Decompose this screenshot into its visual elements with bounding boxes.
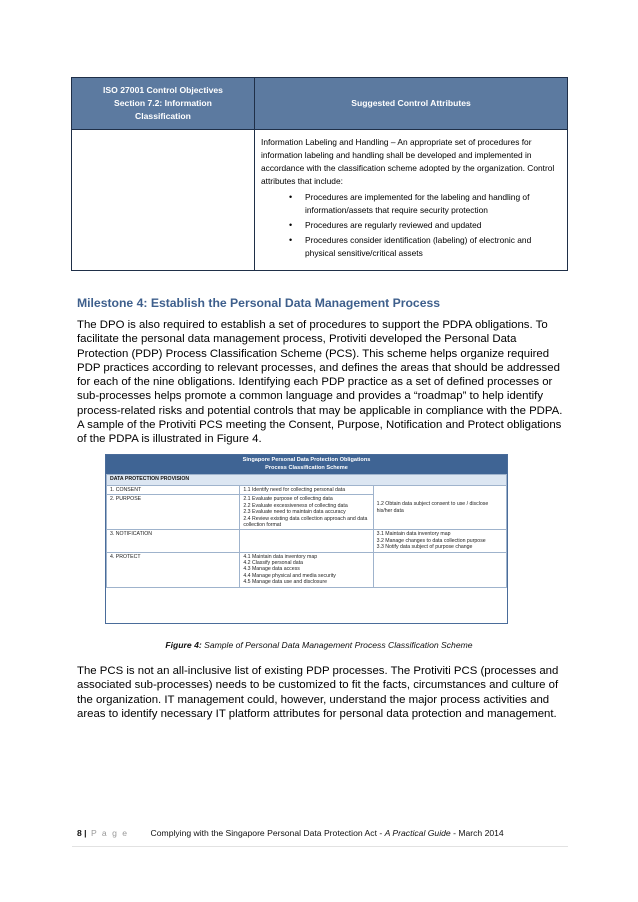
page-number: 8 bbox=[77, 828, 82, 838]
obligation-cell: 1. CONSENT bbox=[107, 486, 240, 495]
attributes-intro: Information Labeling and Handling – An appropriate set of procedures for information labeling and handling shall be developed and implemented in accordance with the classification scheme adopted by the organization. Control attributes that include: bbox=[261, 137, 555, 186]
obligation-cell: 3. NOTIFICATION bbox=[107, 530, 240, 552]
header-line: Section 7.2: Information bbox=[114, 98, 212, 108]
provision-row bbox=[107, 475, 507, 486]
linked-process-cell: 1.2 Obtain data subject consent to use / disclose his/her data bbox=[373, 486, 506, 530]
process-item: 4.1 Maintain data inventory map bbox=[243, 553, 318, 560]
table-row bbox=[107, 530, 507, 552]
process-item: 4.5 Manage data use and disclosure bbox=[243, 579, 327, 586]
attributes-cell bbox=[255, 130, 568, 271]
process-item: 4.2 Classify personal data bbox=[243, 560, 304, 567]
linked-process-cell bbox=[373, 530, 506, 552]
page-footer bbox=[77, 828, 504, 838]
objectives-cell bbox=[72, 130, 255, 271]
table-header-row bbox=[72, 78, 568, 130]
process-item: 4.4 Manage physical and media security bbox=[243, 572, 336, 579]
process-cell bbox=[240, 486, 373, 495]
process-cell bbox=[240, 552, 373, 587]
process-item: 2.1 Evaluate purpose of collecting data bbox=[243, 496, 333, 503]
iso-control-table bbox=[71, 77, 568, 271]
figure-subtitle: Process Classification Scheme bbox=[265, 464, 348, 471]
footer-divider bbox=[72, 846, 568, 847]
pcs-table bbox=[106, 474, 507, 588]
table-row bbox=[107, 552, 507, 587]
process-item: 4.3 Manage data access bbox=[243, 566, 300, 573]
header-line: Classification bbox=[135, 111, 191, 121]
process-cell bbox=[240, 495, 373, 530]
figure-header bbox=[106, 455, 507, 474]
footer-title-italic: A Practical Guide bbox=[384, 828, 451, 838]
process-item: 3.2 Manage changes to data collection purpose bbox=[376, 537, 486, 544]
process-cell bbox=[240, 530, 373, 552]
list-item: • Procedures are implemented for the labeling and handling of information/assets that require security protection bbox=[305, 191, 561, 217]
footer-title-tail: - March 2014 bbox=[450, 828, 504, 838]
process-item: 3.3 Notify data subject of purpose change bbox=[376, 544, 473, 551]
attributes-bullet-list bbox=[261, 191, 561, 260]
figure-title: Singapore Personal Data Protection Obligations bbox=[242, 457, 371, 463]
table-row bbox=[107, 486, 507, 495]
caption-text: Sample of Personal Data Management Process Classification Scheme bbox=[201, 640, 473, 650]
caption-label: Figure 4: bbox=[165, 640, 202, 650]
body-paragraph: The DPO is also required to establish a set of procedures to support the PDPA obligations. To facilitate the personal data management process, Protiviti developed the Personal Data Protection (PDP) Process Classification Scheme (PCS). This scheme helps organize required PDP practices according to relevant processes, and defines the areas that should be addressed for each of the nine obligations. Identifying each PDP practice as a set of defined processes or sub-processes helps promote a common language and provides a “roadmap” to help identify process-related risks and potential controls that may be applicable in compliance with the PDPA. A sample of the Protiviti PCS meeting the Consent, Purpose, Notification and Protect obligations of the PDPA is illustrated in Figure 4. bbox=[77, 319, 563, 446]
footer-separator: | bbox=[81, 828, 89, 838]
header-control-objectives bbox=[72, 78, 255, 130]
process-item: 2.4 Review existing data collection approach and data collection format bbox=[243, 515, 368, 529]
header-line: ISO 27001 Control Objectives bbox=[103, 85, 223, 95]
obligation-cell: 2. PURPOSE bbox=[107, 495, 240, 530]
body-paragraph: The PCS is not an all-inclusive list of existing PDP processes. The Protiviti PCS (processes and associated sub-processes) needs to be customized to fit the facts, circumstances and culture of the organization. IT management could, however, understand the major process activities and areas to identify necessary IT platform attributes for personal data protection and management. bbox=[77, 665, 559, 720]
process-item: 1.1 Identify need for collecting personal data bbox=[243, 487, 346, 493]
page-word: P a g e bbox=[90, 828, 129, 838]
obligation-cell: 4. PROTECT bbox=[107, 552, 240, 587]
section-heading: Milestone 4: Establish the Personal Data Management Process bbox=[77, 296, 441, 310]
list-item: • Procedures are regularly reviewed and updated bbox=[305, 219, 561, 232]
table-row bbox=[72, 130, 568, 271]
provision-label: DATA PROTECTION PROVISION bbox=[107, 475, 507, 486]
process-item: 2.2 Evaluate excessiveness of collecting data bbox=[243, 502, 348, 509]
footer-title-plain: Complying with the Singapore Personal Data Protection Act - bbox=[150, 828, 385, 838]
linked-process-cell bbox=[373, 552, 506, 587]
process-item: 2.3 Evaluate need to maintain data accuracy bbox=[243, 509, 346, 516]
header-control-attributes: Suggested Control Attributes bbox=[255, 78, 568, 130]
process-item: 3.1 Maintain data inventory map bbox=[376, 531, 451, 538]
figure-caption bbox=[0, 640, 638, 650]
pcs-figure bbox=[105, 454, 508, 624]
list-item: • Procedures consider identification (labeling) of electronic and physical sensitive/critical assets bbox=[305, 234, 561, 260]
footer-title bbox=[151, 828, 504, 838]
